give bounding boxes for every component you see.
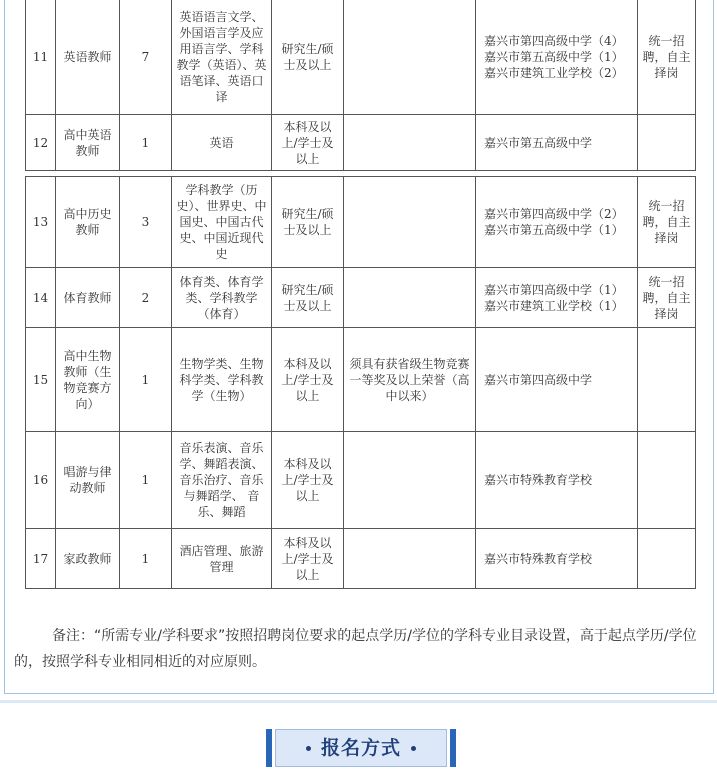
cell-education: 本科及以上/学士及以上 [272,328,344,432]
cell-education: 研究生/硕士及以上 [272,177,344,268]
section-bar-left [266,729,272,767]
cell-number: 12 [26,115,56,171]
cell-other-requirements [344,268,476,328]
cell-number: 15 [26,328,56,432]
cell-schools [476,115,638,171]
cell-number: 13 [26,177,56,268]
cell-count: 1 [120,432,172,529]
cell-count: 1 [120,115,172,171]
section-header [266,729,456,767]
recruitment-table-part-1 [25,0,696,171]
cell-post: 唱游与律动教师 [56,432,120,529]
cell-post: 英语教师 [56,0,120,115]
cell-post: 高中英语教师 [56,115,120,171]
cell-post: 体育教师 [56,268,120,328]
cell-education: 本科及以上/学士及以上 [272,115,344,171]
cell-post: 家政教师 [56,529,120,589]
cell-education: 本科及以上/学士及以上 [272,529,344,589]
bullet-dot-icon [411,746,416,751]
table-row [26,115,696,171]
school-line: 嘉兴市第五高级中学 [484,135,593,150]
cell-note [638,328,696,432]
school-line: 嘉兴市第四高级中学（4） [484,34,624,48]
school-line: 嘉兴市第四高级中学 [484,372,593,387]
cell-major: 英语 [172,115,272,171]
cell-schools [476,432,638,529]
school-line: 嘉兴市第五高级中学（1） [484,50,624,64]
cell-other-requirements [344,432,476,529]
cell-count: 2 [120,268,172,328]
cell-post: 高中生物教师（生物竞赛方向） [56,328,120,432]
cell-number: 16 [26,432,56,529]
cell-major: 英语语言文学、外国语言学及应用语言学、学科教学（英语）、英语笔译、英语口译 [172,0,272,115]
cell-major: 音乐表演、音乐学、舞蹈表演、音乐治疗、音乐与舞蹈学、 音乐、舞蹈 [172,432,272,529]
cell-other-requirements [344,177,476,268]
table-row [26,0,696,115]
cell-schools [476,268,638,328]
cell-education: 研究生/硕士及以上 [272,268,344,328]
cell-number: 14 [26,268,56,328]
cell-count: 7 [120,0,172,115]
school-line: 嘉兴市特殊教育学校 [484,551,593,566]
cell-note: 统一招聘，自主择岗 [638,177,696,268]
cell-major: 学科教学（历史）、世界史、中国史、中国古代史、中国近现代史 [172,177,272,268]
school-line: 嘉兴市特殊教育学校 [484,473,593,487]
cell-other-requirements [344,115,476,171]
cell-major: 酒店管理、旅游管理 [172,529,272,589]
cell-count: 1 [120,529,172,589]
cell-education: 本科及以上/学士及以上 [272,432,344,529]
cell-other-requirements [344,529,476,589]
section-divider [0,700,717,703]
table-row [26,177,696,268]
cell-major: 体育类、体育学类、学科教学（体育） [172,268,272,328]
school-line: 嘉兴市第四高级中学（1） [484,282,624,297]
table-row [26,529,696,589]
cell-note [638,529,696,589]
cell-schools [476,328,638,432]
cell-other-requirements: 须具有获省级生物竞赛一等奖及以上荣誉（高中以来） [344,328,476,432]
table-row [26,268,696,328]
cell-schools [476,177,638,268]
school-line: 嘉兴市第四高级中学（2） [484,207,624,221]
section-title: 报名方式 [320,737,401,759]
cell-count: 3 [120,177,172,268]
cell-education: 研究生/硕士及以上 [272,0,344,115]
cell-schools [476,0,638,115]
remark-text: 备注：“所需专业/学科要求”按照招聘岗位要求的起点学历/学位的学科专业目录设置，高于起点学历/学位的，按照学科专业相同相近的对应原则。 [14,628,697,670]
section-bar-right [450,729,456,767]
cell-note [638,432,696,529]
school-line: 嘉兴市建筑工业学校（2） [484,66,624,80]
table-row [26,328,696,432]
school-line: 嘉兴市建筑工业学校（1） [484,298,624,313]
cell-other-requirements [344,0,476,115]
recruitment-table-part-2 [25,176,696,589]
cell-note [638,115,696,171]
cell-note: 统一招聘，自主择岗 [638,268,696,328]
section-box [275,729,447,767]
cell-number: 17 [26,529,56,589]
cell-post: 高中历史教师 [56,177,120,268]
school-line: 嘉兴市第五高级中学（1） [484,223,624,237]
table-row [26,432,696,529]
cell-schools [476,529,638,589]
cell-note: 统一招聘，自主择岗 [638,0,696,115]
cell-number: 11 [26,0,56,115]
cell-count: 1 [120,328,172,432]
cell-major: 生物学类、生物科学类、学科教学（生物） [172,328,272,432]
